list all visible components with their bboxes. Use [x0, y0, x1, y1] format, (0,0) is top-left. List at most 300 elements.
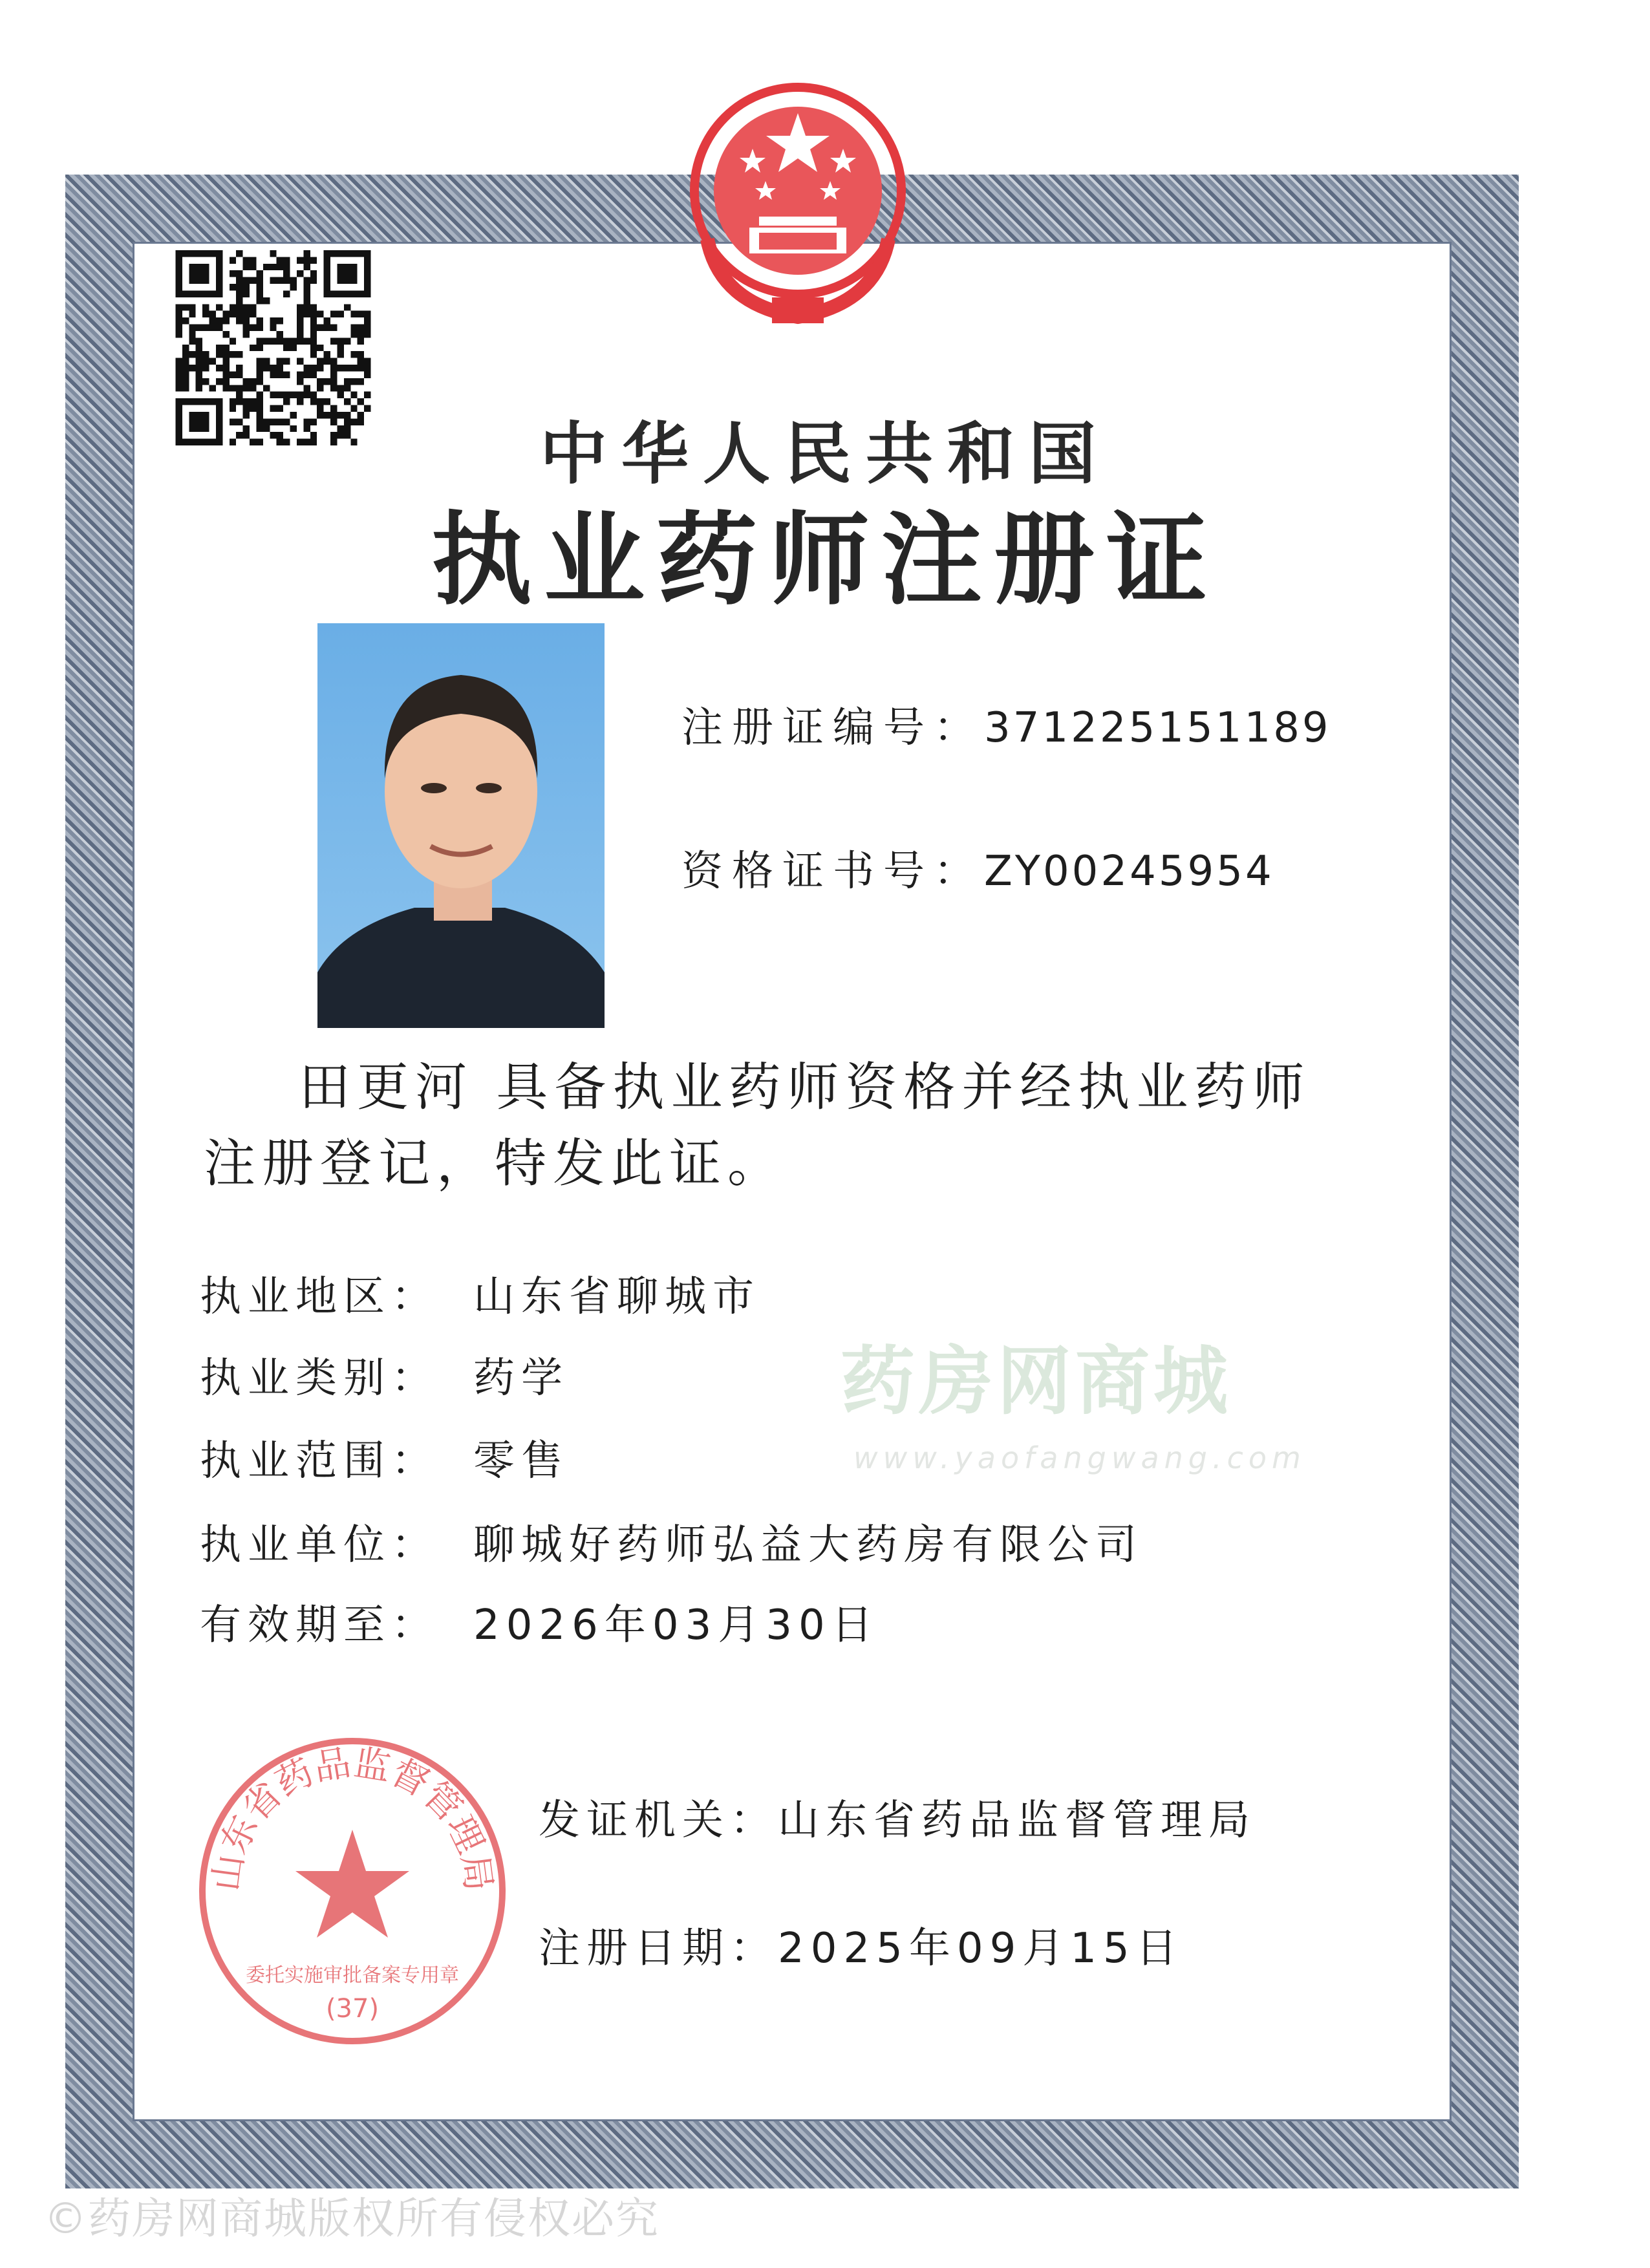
qr-module	[303, 392, 310, 398]
qr-module	[350, 365, 357, 371]
qr-module	[277, 331, 283, 337]
qr-module	[243, 264, 250, 270]
qr-module	[236, 311, 242, 317]
qr-module	[250, 264, 256, 270]
qr-module	[222, 311, 229, 317]
qr-module	[310, 317, 317, 324]
qr-module	[176, 331, 182, 337]
qr-module	[236, 250, 242, 257]
qr-module	[277, 365, 283, 371]
qr-module	[189, 337, 195, 344]
qr-module	[277, 257, 283, 263]
watermark-brand: 药房网商城	[841, 1338, 1232, 1425]
country-title: 中华人民共和国	[539, 414, 1111, 493]
qr-module	[344, 378, 350, 385]
field-label: 执业地区：	[200, 1273, 439, 1321]
qr-module	[230, 304, 236, 310]
national-emblem-icon	[681, 78, 914, 330]
qr-module	[256, 418, 262, 425]
qr-module	[358, 337, 364, 344]
qr-module	[250, 257, 256, 263]
qr-module	[196, 351, 202, 358]
qr-module	[358, 351, 364, 358]
field-practice-unit	[200, 1521, 1143, 1570]
qr-module	[337, 425, 343, 432]
qr-module	[303, 250, 310, 257]
qr-module	[330, 371, 337, 378]
qr-module	[297, 270, 303, 277]
qr-module	[283, 277, 290, 284]
qr-module	[222, 365, 229, 371]
qr-module	[216, 351, 222, 358]
qr-module	[270, 405, 276, 412]
qr-module	[290, 284, 297, 290]
qr-module	[176, 378, 182, 385]
qr-module	[176, 365, 182, 371]
qr-module	[364, 317, 370, 324]
qr-module	[364, 392, 370, 398]
qr-module	[243, 331, 250, 337]
qr-module	[243, 304, 250, 310]
qr-module	[189, 351, 195, 358]
qr-module	[303, 297, 310, 304]
qr-module	[263, 358, 270, 365]
qr-module	[337, 264, 357, 284]
qr-module	[330, 412, 337, 418]
qr-module	[344, 304, 350, 310]
qr-code	[175, 250, 372, 445]
registration-number-row	[681, 703, 1331, 753]
qr-module	[317, 325, 323, 331]
seal-code: (37)	[325, 1994, 380, 2024]
qr-module	[337, 345, 343, 351]
qr-module	[303, 425, 310, 432]
qr-module	[236, 392, 242, 398]
qualification-number-label: 资格证书号：	[681, 848, 984, 895]
qr-module	[202, 304, 209, 310]
qr-module	[230, 337, 236, 344]
issuer-label: 发证机关：	[539, 1797, 778, 1845]
qr-module	[283, 392, 290, 398]
qr-module	[310, 439, 317, 445]
qr-module	[364, 371, 370, 378]
qr-module	[243, 284, 250, 290]
qr-module	[297, 304, 303, 310]
qr-module	[236, 290, 242, 297]
qr-module	[263, 337, 270, 344]
qr-module	[222, 351, 229, 358]
qr-module	[317, 365, 323, 371]
qr-module	[209, 325, 216, 331]
qr-module	[290, 337, 297, 344]
qr-module	[222, 345, 229, 351]
qr-module	[243, 385, 250, 391]
qr-module	[256, 392, 262, 398]
qr-module	[243, 277, 250, 284]
qr-module	[317, 378, 323, 385]
qr-module	[350, 418, 357, 425]
qr-module	[283, 270, 290, 277]
qr-module	[256, 325, 262, 331]
qr-module	[250, 405, 256, 412]
qr-module	[182, 378, 189, 385]
qr-module	[256, 284, 262, 290]
qr-module	[283, 257, 290, 263]
qr-module	[330, 432, 337, 438]
qr-module	[277, 405, 283, 412]
qr-module	[250, 378, 256, 385]
qr-module	[337, 311, 343, 317]
qr-module	[297, 337, 303, 344]
qr-module	[196, 378, 202, 385]
qr-module	[350, 311, 357, 317]
qr-module	[358, 412, 364, 418]
qr-module	[350, 351, 357, 358]
qr-module	[230, 257, 236, 263]
qr-module	[216, 304, 222, 310]
qr-module	[209, 311, 216, 317]
qr-module	[303, 337, 310, 344]
qr-module	[209, 385, 216, 391]
field-label: 执业类别：	[200, 1354, 439, 1402]
field-value: 零售	[473, 1437, 569, 1485]
qr-module	[303, 371, 310, 378]
qr-module	[270, 250, 276, 257]
qr-module	[209, 358, 216, 365]
qr-module	[196, 337, 202, 344]
qr-module	[330, 378, 337, 385]
qr-module	[256, 337, 262, 344]
qr-module	[283, 337, 290, 344]
qr-module	[250, 385, 256, 391]
seal-arc-text: 山东省药品监督管理局	[205, 1742, 500, 1894]
qr-module	[202, 358, 209, 365]
qr-module	[270, 371, 276, 378]
qr-module	[243, 405, 250, 412]
qr-module	[209, 317, 216, 324]
qr-module	[303, 290, 310, 297]
qr-module	[303, 311, 310, 317]
qr-module	[317, 405, 323, 412]
qr-module	[256, 270, 262, 277]
qr-module	[216, 325, 222, 331]
qr-module	[297, 378, 303, 385]
qr-module	[243, 311, 250, 317]
qr-module	[283, 439, 290, 445]
qr-module	[350, 378, 357, 385]
qr-module	[297, 317, 303, 324]
qr-module	[243, 425, 250, 432]
qr-module	[263, 385, 270, 391]
qr-module	[176, 358, 182, 365]
qr-module	[364, 331, 370, 337]
qr-module	[222, 371, 229, 378]
qr-module	[176, 371, 182, 378]
qr-module	[196, 358, 202, 365]
qr-module	[230, 398, 236, 405]
qr-module	[303, 277, 310, 284]
qr-module	[243, 432, 250, 438]
qr-module	[189, 264, 209, 284]
qr-module	[182, 317, 189, 324]
field-label: 执业范围：	[200, 1437, 439, 1485]
qr-module	[344, 385, 350, 391]
qr-module	[277, 371, 283, 378]
qr-module	[324, 351, 330, 358]
field-valid-until	[200, 1601, 879, 1651]
qr-module	[337, 412, 343, 418]
qr-module	[176, 304, 182, 310]
qr-module	[243, 325, 250, 331]
qr-module	[277, 337, 283, 344]
qr-module	[324, 412, 330, 418]
qr-module	[236, 304, 242, 310]
qr-module	[202, 351, 209, 358]
field-practice-region	[200, 1272, 760, 1322]
qr-module	[236, 277, 242, 284]
qr-module	[350, 439, 357, 445]
qr-module	[189, 311, 195, 317]
qr-module	[283, 345, 290, 351]
qr-module	[317, 358, 323, 365]
official-seal	[194, 1733, 511, 2049]
qr-module	[310, 365, 317, 371]
qr-module	[236, 365, 242, 371]
qr-module	[297, 358, 303, 365]
qr-module	[250, 398, 256, 405]
qr-module	[176, 311, 182, 317]
qr-module	[270, 264, 276, 270]
qr-module	[330, 418, 337, 425]
qr-module	[189, 304, 195, 310]
qr-module	[358, 311, 364, 317]
qr-module	[310, 311, 317, 317]
qr-module	[350, 331, 357, 337]
qr-module	[344, 398, 350, 405]
qr-module	[337, 365, 343, 371]
copyright-watermark: ©药房网商城版权所有侵权必究	[44, 2194, 659, 2243]
qr-module	[344, 365, 350, 371]
qr-module	[216, 365, 222, 371]
field-value: 聊城好药师弘益大药房有限公司	[473, 1521, 1143, 1569]
qr-module	[230, 270, 236, 277]
statement-line-1: 田更河 具备执业药师资格并经执业药师	[299, 1057, 1311, 1117]
qr-module	[222, 385, 229, 391]
qr-module	[317, 385, 323, 391]
qr-module	[202, 325, 209, 331]
qr-module	[243, 398, 250, 405]
qr-module	[330, 405, 337, 412]
qr-module	[236, 351, 242, 358]
qr-module	[256, 412, 262, 418]
field-practice-scope	[200, 1437, 569, 1486]
field-label: 执业单位：	[200, 1521, 439, 1569]
qr-module	[303, 304, 310, 310]
qr-module	[350, 392, 357, 398]
qr-module	[189, 365, 195, 371]
qr-module	[277, 432, 283, 438]
qr-module	[250, 439, 256, 445]
qr-module	[196, 371, 202, 378]
qr-module	[310, 304, 317, 310]
qr-module	[236, 284, 242, 290]
qr-module	[358, 378, 364, 385]
qr-module	[230, 284, 236, 290]
date-value: 2025年09月15日	[778, 1925, 1184, 1973]
qr-module	[263, 425, 270, 432]
qr-module	[236, 317, 242, 324]
qr-module	[297, 439, 303, 445]
registration-date	[539, 1924, 1184, 1974]
qr-module	[358, 358, 364, 365]
qr-module	[297, 392, 303, 398]
qr-module	[263, 365, 270, 371]
qr-module	[317, 311, 323, 317]
qr-module	[176, 317, 182, 324]
qr-module	[277, 439, 283, 445]
qr-module	[310, 398, 317, 405]
qr-module	[236, 270, 242, 277]
watermark-url: www.yaofangwang.com	[853, 1440, 1306, 1475]
qr-module	[263, 264, 270, 270]
qr-module	[243, 317, 250, 324]
qr-module	[256, 358, 262, 365]
qr-module	[270, 325, 276, 331]
qr-module	[216, 378, 222, 385]
qr-module	[230, 371, 236, 378]
qr-module	[330, 311, 337, 317]
qr-module	[216, 317, 222, 324]
qr-module	[297, 331, 303, 337]
qr-module	[277, 277, 283, 284]
qr-module	[222, 317, 229, 324]
qr-module	[250, 345, 256, 351]
statement-line-2: 注册登记，特发此证。	[204, 1133, 786, 1193]
qr-module	[277, 358, 283, 365]
qr-module	[310, 325, 317, 331]
qr-module	[303, 439, 310, 445]
qr-module	[310, 331, 317, 337]
qr-module	[364, 358, 370, 365]
qr-module	[350, 405, 357, 412]
qr-module	[330, 337, 337, 344]
date-label: 注册日期：	[539, 1925, 778, 1973]
qr-module	[290, 345, 297, 351]
qr-module	[283, 398, 290, 405]
qr-module	[303, 418, 310, 425]
qr-module	[182, 351, 189, 358]
qr-module	[330, 439, 337, 445]
qr-module	[250, 304, 256, 310]
qr-module	[297, 257, 303, 263]
qr-module	[256, 345, 262, 351]
qr-module	[324, 358, 330, 365]
qr-module	[243, 412, 250, 418]
qr-module	[324, 398, 330, 405]
qr-module	[243, 290, 250, 297]
qr-module	[310, 392, 317, 398]
qr-module	[290, 412, 297, 418]
qr-module	[236, 371, 242, 378]
qr-module	[176, 385, 182, 391]
qr-module	[202, 365, 209, 371]
qr-module	[182, 304, 189, 310]
qr-module	[189, 412, 209, 432]
qr-module	[270, 365, 276, 371]
qr-module	[297, 311, 303, 317]
issuer-value: 山东省药品监督管理局	[778, 1797, 1256, 1845]
issuing-authority	[539, 1796, 1256, 1846]
qr-module	[256, 371, 262, 378]
field-value: 2026年03月30日	[473, 1601, 879, 1649]
qr-module	[324, 317, 330, 324]
qr-module	[256, 277, 262, 284]
qr-module	[236, 398, 242, 405]
qr-module	[364, 311, 370, 317]
qr-module	[256, 365, 262, 371]
qr-module	[243, 257, 250, 263]
qr-module	[303, 264, 310, 270]
qr-module	[182, 365, 189, 371]
qr-module	[230, 439, 236, 445]
qr-module	[344, 412, 350, 418]
qr-module	[310, 337, 317, 344]
qr-module	[196, 365, 202, 371]
qr-module	[317, 398, 323, 405]
qr-module	[176, 325, 182, 331]
qr-module	[297, 371, 303, 378]
qr-module	[250, 277, 256, 284]
qr-module	[256, 290, 262, 297]
qr-module	[310, 257, 317, 263]
qr-module	[202, 378, 209, 385]
qr-module	[277, 317, 283, 324]
qr-module	[337, 432, 343, 438]
holder-photo	[317, 623, 605, 1028]
qr-module	[297, 398, 303, 405]
qr-module	[222, 378, 229, 385]
qr-module	[182, 371, 189, 378]
qr-module	[230, 418, 236, 425]
qr-module	[270, 277, 276, 284]
qr-module	[330, 358, 337, 365]
qr-module	[196, 345, 202, 351]
qualification-number-row	[681, 847, 1274, 897]
qr-module	[283, 290, 290, 297]
qr-module	[337, 385, 343, 391]
qr-module	[222, 331, 229, 337]
qr-module	[236, 297, 242, 304]
qr-module	[250, 325, 256, 331]
qr-module	[256, 297, 262, 304]
qr-module	[290, 392, 297, 398]
qr-module	[277, 418, 283, 425]
qr-module	[310, 418, 317, 425]
qr-module	[230, 405, 236, 412]
qr-module	[310, 345, 317, 351]
qr-module	[303, 284, 310, 290]
qr-module	[364, 365, 370, 371]
qr-module	[337, 337, 343, 344]
registration-number-label: 注册证编号：	[681, 704, 984, 752]
qr-module	[236, 385, 242, 391]
qr-module	[303, 385, 310, 391]
qr-module	[256, 405, 262, 412]
qualification-number-value: ZY00245954	[984, 848, 1274, 895]
qr-module	[236, 418, 242, 425]
qr-module	[337, 351, 343, 358]
qr-module	[310, 351, 317, 358]
